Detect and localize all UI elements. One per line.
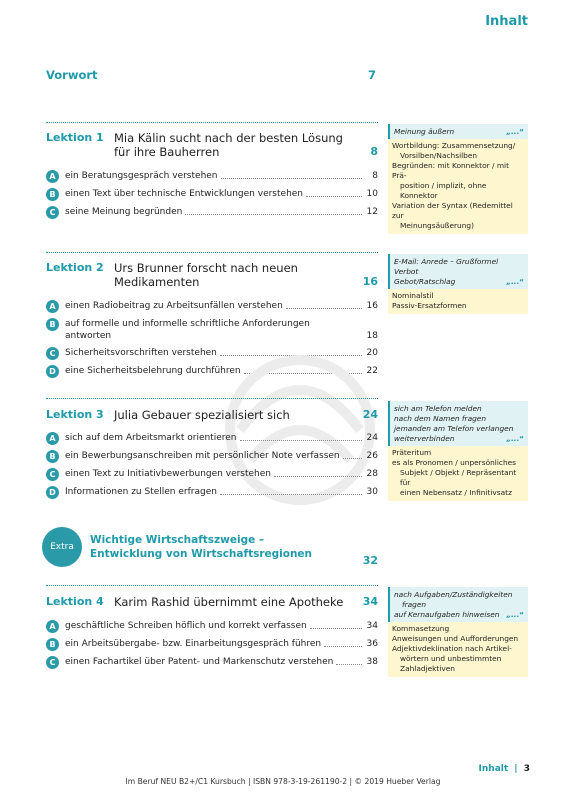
item-page: 8 [372, 171, 378, 181]
lesson-3-sidebox: sich am Telefon melden nach dem Namen fragen jemanden am Telefon verlangen „...“ weiterverbinden Präteritum es als Pronomen / unpersönliches Subjekt / Objekt / Repräsentant für einen Nebensatz / Infinitivsatz [388, 401, 528, 501]
letter-badge: B [46, 318, 59, 331]
item-page: 24 [366, 433, 378, 443]
item-page: 12 [366, 207, 378, 217]
extra-badge: Extra [42, 527, 82, 567]
lesson-item[interactable] [46, 206, 378, 219]
letter-badge: A [46, 300, 59, 313]
lesson-number: Lektion 4 [46, 595, 104, 608]
letter-badge: C [46, 206, 59, 219]
item-text: Sicherheitsvorschriften verstehen [65, 348, 217, 358]
item-page: 28 [366, 469, 378, 479]
footer-text: Im Beruf NEU B2+/C1 Kursbuch | ISBN 978-3-19-261190-2 | © 2019 Hueber Verlag [125, 777, 441, 786]
letter-badge: C [46, 656, 59, 669]
quote-icon: „...“ [505, 277, 524, 286]
lesson-item[interactable] [46, 656, 378, 669]
item-page: 34 [366, 621, 378, 631]
lesson-item[interactable] [46, 638, 378, 651]
quote-icon: „...“ [505, 610, 524, 619]
letter-badge: B [46, 638, 59, 651]
lesson-4-heading[interactable] [46, 595, 378, 609]
item-page: 30 [366, 487, 378, 497]
lesson-page: 8 [370, 145, 378, 158]
item-page: 10 [366, 189, 378, 199]
item-page: 38 [366, 657, 378, 667]
section-divider [46, 122, 378, 123]
item-page: 22 [366, 366, 378, 376]
item-text: einen Text über technische Entwicklungen verstehen [65, 189, 304, 199]
lesson-item[interactable] [46, 432, 378, 445]
letter-badge: D [46, 365, 59, 378]
item-text: auf formelle und informelle schriftliche Anforderungen antworten [65, 319, 310, 341]
section-divider [46, 398, 378, 399]
lesson-4-sidebox: nach Aufgaben/Zuständigkeiten fragen „...“ auf Kernaufgaben hinweisen Kommasetzung Anweisungen und Aufforderungen Adjektivdeklination nach Artikel- wörtern und unbestimmten Zahladjektiven [388, 587, 528, 677]
item-text: ein Arbeitsübergabe- bzw. Einarbeitungsgespräch führen [65, 639, 322, 649]
letter-badge: B [46, 450, 59, 463]
item-text: eine Sicherheitsbelehrung durchführen [65, 366, 241, 376]
letter-badge: B [46, 188, 59, 201]
lesson-item[interactable] [46, 486, 378, 499]
page-header-title: Inhalt [485, 14, 528, 29]
lesson-item[interactable] [46, 620, 378, 633]
item-page: 18 [366, 331, 378, 341]
vorwort-page: 7 [367, 68, 376, 82]
item-text: sich auf dem Arbeitsmarkt orientieren [65, 433, 237, 443]
toc-entry-vorwort[interactable] [46, 68, 376, 82]
lesson-page: 34 [362, 595, 378, 608]
vorwort-label: Vorwort [46, 68, 98, 82]
item-text: einen Radiobeitrag zu Arbeitsunfällen verstehen [65, 301, 283, 311]
letter-badge: C [46, 468, 59, 481]
item-page: 36 [366, 639, 378, 649]
extra-page: 32 [362, 554, 378, 567]
item-page: 20 [366, 348, 378, 358]
extra-title-line1: Wichtige Wirtschaftszweige – [90, 534, 265, 546]
section-divider [46, 252, 378, 253]
letter-badge: A [46, 432, 59, 445]
lesson-1-sidebox: „...“ Meinung äußern Wortbildung: Zusammensetzung/ Vorsilben/Nachsilben Begründen: mit Konnektor / mit Prä- position / implizit, ohne Konnektor Variation der Syntax (Redemittel zur Meinungsäußerung) [388, 124, 528, 234]
item-text: geschäftliche Schreiben höflich und korrekt verfassen [65, 621, 307, 631]
lesson-number: Lektion 1 [46, 131, 104, 144]
lesson-2-heading[interactable] [46, 261, 378, 289]
quote-icon: „...“ [505, 127, 524, 136]
lesson-item[interactable] [46, 188, 378, 201]
item-text: einen Fachartikel über Patent- und Markenschutz verstehen [65, 657, 334, 667]
lesson-item[interactable] [46, 468, 378, 481]
lesson-item[interactable] [46, 450, 378, 463]
lesson-1-heading[interactable] [46, 131, 378, 159]
letter-badge: A [46, 170, 59, 183]
letter-badge: D [46, 486, 59, 499]
lesson-item[interactable] [46, 170, 378, 183]
lesson-4 [46, 595, 378, 669]
lesson-item[interactable] [46, 300, 378, 313]
quote-icon: „...“ [505, 434, 524, 443]
lesson-1 [46, 131, 378, 219]
lesson-number: Lektion 2 [46, 261, 104, 274]
lesson-title: Julia Gebauer spezialisiert sich [114, 408, 290, 422]
lesson-2-sidebox: E-Mail: Anrede – Grußformel Verbot „...“ Gebot/Ratschlag Nominalstil Passiv-Ersatzformen [388, 254, 528, 314]
lesson-title: Urs Brunner forscht nach neuen Medikamenten [114, 261, 298, 289]
toc-entry-extra[interactable] [42, 527, 378, 567]
item-page: 16 [366, 301, 378, 311]
footer-page-number: Inhalt | 3 [478, 764, 530, 774]
lesson-title: Karim Rashid übernimmt eine Apotheke [114, 595, 344, 609]
extra-title-line2: Entwicklung von Wirtschaftsregionen [90, 548, 313, 560]
lesson-page: 16 [362, 275, 378, 288]
item-text: ein Beratungsgespräch verstehen [65, 171, 218, 181]
section-divider [46, 585, 378, 586]
item-text: ein Bewerbungsanschreiben mit persönlicher Note verfassen [65, 451, 340, 461]
lesson-3-heading[interactable] [46, 408, 378, 422]
lesson-number: Lektion 3 [46, 408, 104, 421]
letter-badge: A [46, 620, 59, 633]
item-text: Informationen zu Stellen erfragen [65, 487, 217, 497]
item-text: einen Text zu Initiativbewerbungen verstehen [65, 469, 272, 479]
item-page: 26 [366, 451, 378, 461]
item-text: seine Meinung begründen [65, 207, 183, 217]
lesson-3 [46, 408, 378, 499]
lesson-page: 24 [362, 408, 378, 421]
lesson-title: Mia Kälin sucht nach der besten Lösung für ihre Bauherren [114, 131, 343, 159]
letter-badge: C [46, 347, 59, 360]
